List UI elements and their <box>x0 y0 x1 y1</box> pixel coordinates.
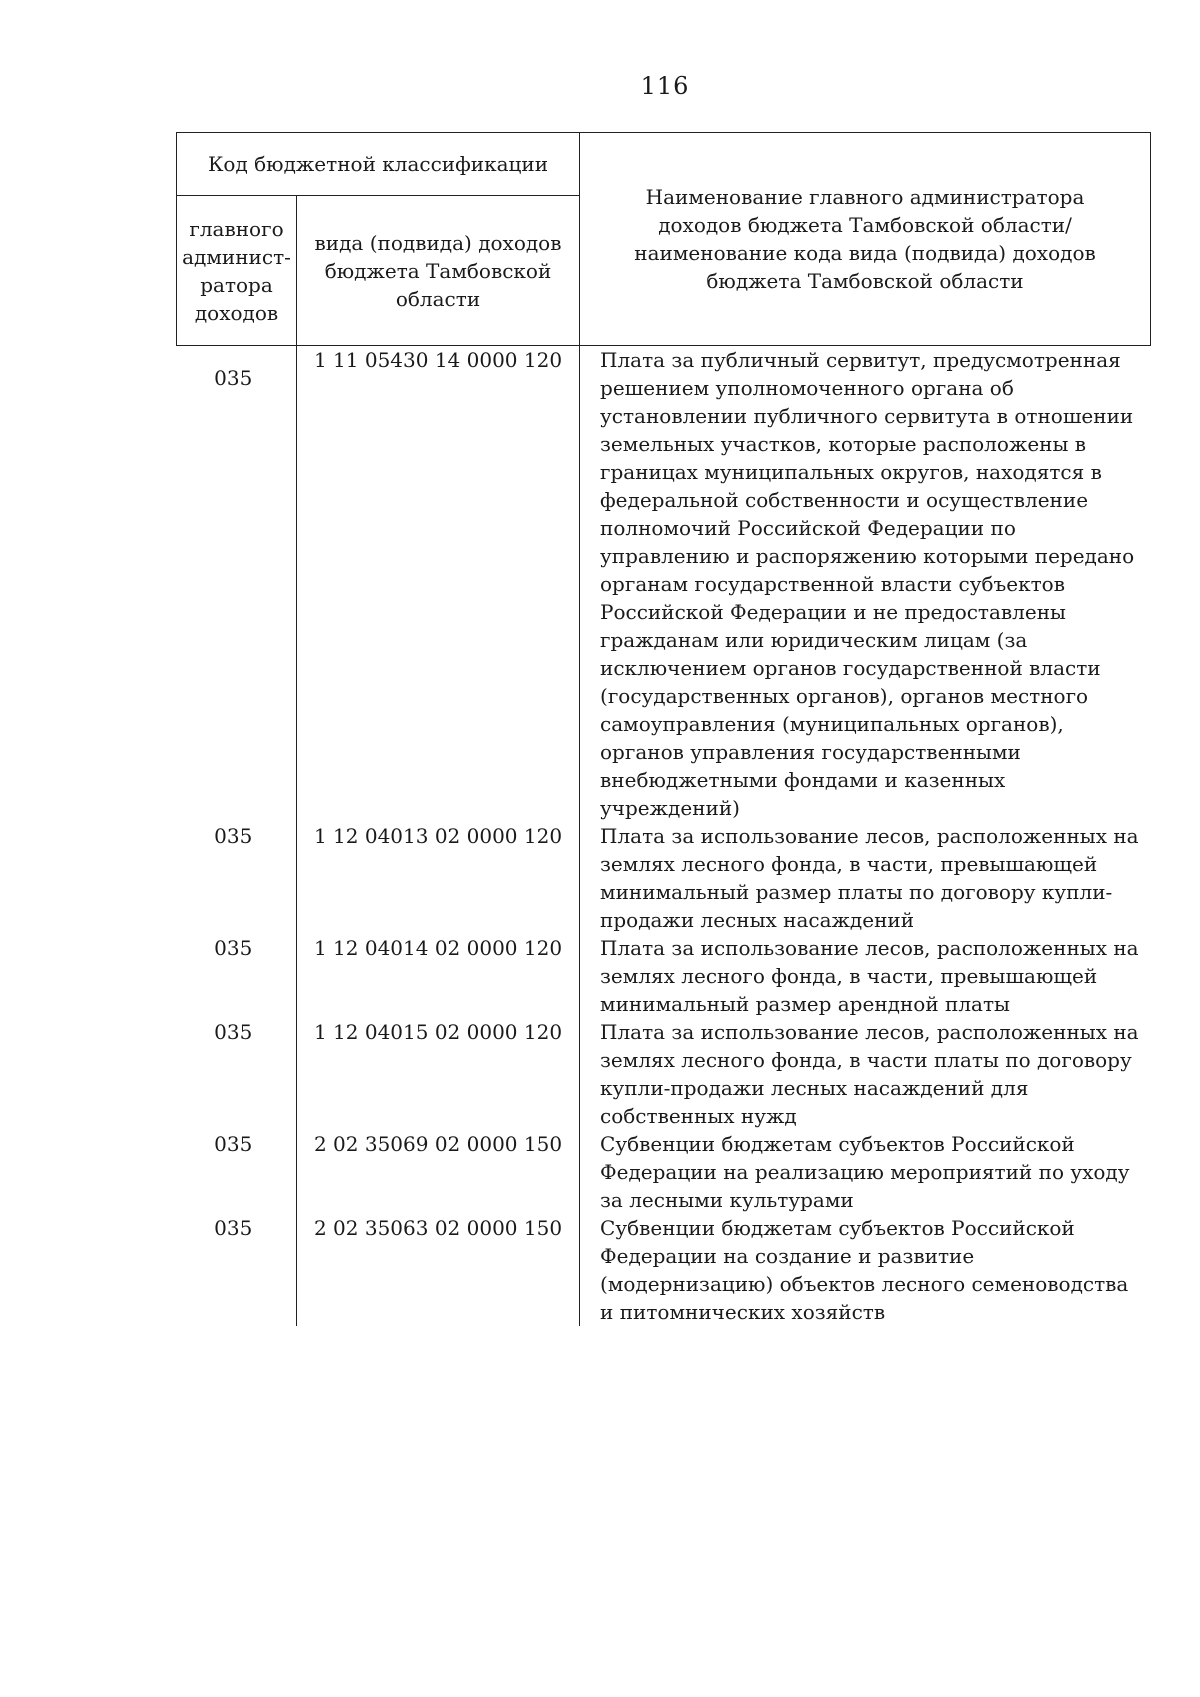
table-row <box>177 1130 1151 1214</box>
income-name-cell: Субвенции бюджетам субъектов Российской Федерации на создание и развитие (модернизацию) объектов лесного семеноводства и питомнических хозяйств <box>580 1214 1151 1326</box>
income-name-cell: Плата за использование лесов, расположенных на землях лесного фонда, в части, превышающей минимальный размер платы по договору купли-продажи лесных насаждений <box>580 822 1151 934</box>
admin-code-cell: 035 <box>177 1130 297 1214</box>
table-row <box>177 934 1151 1018</box>
admin-code-cell: 035 <box>177 346 297 823</box>
income-name-cell: Плата за использование лесов, расположенных на землях лесного фонда, в части платы по договору купли-продажи лесных насаждений для собственных нужд <box>580 1018 1151 1130</box>
admin-code-cell: 035 <box>177 1214 297 1326</box>
header-income-type-code: вида (подвида) доходов бюджета Тамбовской области <box>297 196 580 346</box>
admin-code-cell: 035 <box>177 1018 297 1130</box>
income-code-cell: 1 11 05430 14 0000 120 <box>297 346 580 823</box>
page-number: 116 <box>640 72 690 100</box>
income-code-cell: 2 02 35063 02 0000 150 <box>297 1214 580 1326</box>
budget-classification-table <box>176 132 1151 1326</box>
income-code-cell: 1 12 04013 02 0000 120 <box>297 822 580 934</box>
income-code-cell: 1 12 04015 02 0000 120 <box>297 1018 580 1130</box>
table-row <box>177 346 1151 823</box>
income-name-cell: Плата за публичный сервитут, предусмотренная решением уполномоченного органа об установлении публичного сервитута в отношении земельных участков, которые расположены в границах муниципальных округов, находятся в федеральной собственности и осуществление полномочий Российской Федерации по управлению и распоряжению которыми передано органам государственной власти субъектов Российской Федерации и не предоставлены гражданам или юридическим лицам (за исключением органов государственной власти (государственных органов), органов местного самоуправления (муниципальных органов), органов управления государственными внебюджетными фондами и казенных учреждений) <box>580 346 1151 823</box>
income-name-cell: Субвенции бюджетам субъектов Российской Федерации на реализацию мероприятий по уходу за лесными культурами <box>580 1130 1151 1214</box>
admin-code-cell: 035 <box>177 934 297 1018</box>
table-row <box>177 1018 1151 1130</box>
income-code-cell: 2 02 35069 02 0000 150 <box>297 1130 580 1214</box>
header-administrator-name: Наименование главного администратора доходов бюджета Тамбовской области/наименование кода вида (подвида) доходов бюджета Тамбовской области <box>580 133 1151 346</box>
income-name-cell: Плата за использование лесов, расположенных на землях лесного фонда, в части, превышающей минимальный размер арендной платы <box>580 934 1151 1018</box>
admin-code-cell: 035 <box>177 822 297 934</box>
income-code-cell: 1 12 04014 02 0000 120 <box>297 934 580 1018</box>
table-row <box>177 1214 1151 1326</box>
header-budget-classification-code: Код бюджетной классификации <box>177 133 580 196</box>
header-chief-administrator: главного админист-ратора доходов <box>177 196 297 346</box>
table-row <box>177 822 1151 934</box>
